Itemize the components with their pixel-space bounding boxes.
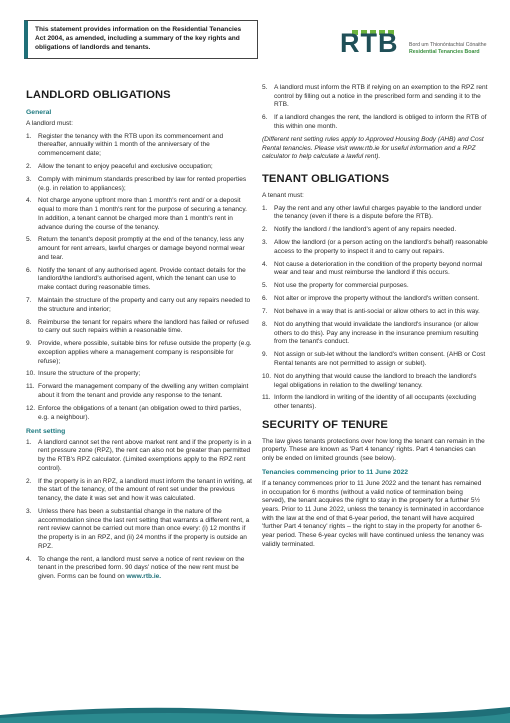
list-item: 4. To change the rent, a landlord must serve a notice of rent review on the tenant in the prescribed form. 90 days' notice of the new rent must be given. Forms can be found on www.rtb.ie.: [26, 555, 245, 580]
list-item: 5. A landlord must inform the RTB if relying on an exemption to the RPZ rent control by filling out a notice in the prescribed form and sending it to the RTB.: [262, 84, 488, 109]
list-item: 10. Insure the structure of the property;: [26, 370, 141, 378]
list-item: 1. Register the tenancy with the RTB upon its commencement and thereafter, annually within 1 month of the anniversary of the commencement date;: [26, 132, 224, 158]
tenant-obligations-list: [262, 205, 488, 412]
list-item: 12. Enforce the obligations of a tenant (an obligation owed to third parties, e.g. a neighbour).: [26, 404, 242, 421]
list-item: 11. Inform the landlord in writing of the identity of all occupants (excluding other tenants).: [262, 394, 476, 411]
landlord-obligations-list: [26, 133, 252, 423]
rent-setting-list: [26, 439, 252, 582]
intro-statement-box: [24, 20, 258, 59]
tenant-obligations-title: TENANT OBLIGATIONS: [262, 173, 390, 185]
landlord-lead: A landlord must:: [26, 119, 73, 127]
list-item: 6. If a landlord changes the rent, the landlord is obliged to inform the RTB of this within one month.: [262, 114, 487, 130]
list-item: 8. Not do anything that would invalidate the landlord's insurance (or allow others to do this). Pay any increase in the insurance premium resulting from the tenant's conduct.: [262, 320, 479, 346]
security-intro: The law gives tenants protections over how long the tenant can remain in the property. These are known as 'Part 4 tenancy' rights. Part 4 tenancies can only be ended on limited grounds (see below).: [262, 437, 485, 463]
list-item: 9. Provide, where possible, suitable bins for refuse outside the property (e.g. exception applies where a management company is responsible for refuse);: [26, 340, 252, 365]
list-item: 2. If the property is in an RPZ, a landlord must inform the tenant in writing, at the start of the tenancy, of the amount of rent set under the previous tenancy, the date it was set and how it was calculated.: [26, 477, 252, 502]
list-item: 4. Not cause a deterioration in the condition of the property beyond normal wear and tear and must reimburse the landlord if this occurs.: [262, 260, 483, 277]
logo-english-name: Residential Tenancies Board: [409, 49, 480, 55]
list-item: 6. Notify the tenant of any authorised agent. Provide contact details for the landlord/the landlord's authorised agent, which the tenant can use to make contact during reasonable times.: [26, 266, 246, 292]
rtb-logo: [340, 22, 490, 66]
list-item: 5. Not use the property for commercial purposes.: [262, 282, 409, 290]
general-heading: General: [26, 108, 52, 116]
intro-text: This statement provides information on the Residential Tenancies Act 2004, as amended, including a summary of the key rights and obligations of landlords and tenants.: [35, 26, 242, 51]
list-item: 7. Maintain the structure of the property and carry out any repairs needed to the structure and interior;: [26, 297, 251, 313]
footer-wave-decoration: [0, 701, 510, 723]
logo-irish-name: Bord um Thionóntachtaí Cónaithe: [409, 42, 487, 48]
security-of-tenure-title: SECURITY OF TENURE: [262, 418, 388, 431]
list-item: 2. Notify the landlord / the landlord's agent of any repairs needed.: [262, 226, 457, 234]
list-item: 9. Not assign or sub-let without the landlord's written consent. (AHB or Cost Rental tenants are not permitted to assign or sublet).: [262, 351, 486, 367]
list-item: 4. Not charge anyone upfront more than 1 month's rent and/ or a deposit equal to more than 1 month's rent for the purpose of securing a tenancy. In addition, a tenant cannot be charged more than 1 month's rent in advance during the course of the tenancy.: [26, 197, 247, 231]
rtb-website-link[interactable]: www.rtb.ie.: [126, 573, 162, 580]
logo-mark: RTB: [340, 28, 399, 58]
left-column: [26, 88, 252, 586]
list-item: 1. A landlord cannot set the rent above market rent and if the property is in a rent pressure zone (RPZ), the rent can also not be greater than permitted by the RTB's RPZ calculator. (Limited exemptions apply to the RPZ rent control).: [26, 438, 252, 472]
list-item: 2. Allow the tenant to enjoy peaceful and exclusive occupation;: [26, 162, 213, 170]
rent-setting-note: (Different rent setting rules apply to Approved Housing Body (AHB) and Cost Rental tenancies. Please visit www.rtb.ie for useful information and a RPZ calculator to help calculate a lawful rent).: [262, 135, 484, 161]
list-item: 1. Pay the rent and any other lawful charges payable to the landlord under the tenancy (even if there is a dispute before the RTB).: [262, 204, 482, 221]
landlord-obligations-title: LANDLORD OBLIGATIONS: [26, 89, 171, 101]
list-item: 6. Not alter or improve the property without the landlord's written consent.: [262, 295, 480, 303]
list-item: 7. Not behave in a way that is anti-social or allow others to act in this way.: [262, 308, 480, 316]
list-item: 8. Reimburse the tenant for repairs where the landlord has failed or refused to carry out such repairs within a reasonable time.: [26, 318, 249, 335]
tenancies-prior-heading: Tenancies commencing prior to 11 June 2022: [262, 468, 409, 476]
list-item: 5. Return the tenant's deposit promptly at the end of the tenancy, less any amount for rent arrears, lawful charges or damage beyond normal wear and tear.: [26, 236, 245, 261]
list-item: 10. Not do anything that would cause the landlord to breach the landlord's legal obligations in relation to the dwelling/ tenancy.: [262, 372, 477, 389]
list-item: 3. Unless there has been a substantial change in the nature of the accommodation since the last rent setting that warrants a different rent, a rent review cannot be carried out more than once every: (i) 12 months if the property is in an RPZ, and (ii) 24 months if the property is outside an RPZ.: [26, 507, 250, 550]
right-column: [262, 84, 488, 553]
list-item: 3. Allow the landlord (or a person acting on the landlord's behalf) reasonable access to the property to inspect it and to carry out repairs.: [262, 239, 488, 255]
rent-setting-heading: Rent setting: [26, 427, 66, 435]
tenant-lead: A tenant must:: [262, 191, 304, 199]
list-item: 3. Comply with minimum standards prescribed by law for rented properties (e.g. in relation to appliances);: [26, 175, 247, 192]
rent-setting-list-continued: [262, 84, 488, 132]
security-body: If a tenancy commences prior to 11 June 2022 and the tenant has remained in occupation for 6 months (without a valid notice of termination being served), the tenant acquires the right to stay in the property for a further 5½ years. Prior to 11 June 2022, unless the tenancy is terminated in accordance with the law at the end of that 6-year period, the tenant will have acquired 'further Part 4 tenancy' rights – the right to stay in the property for another 6-year period. These 6-year cycles will have continued unless the tenancy was validly terminated.: [262, 479, 484, 548]
list-item: 11. Forward the management company of the dwelling any written complaint about it from the tenant and provide any response to the tenant.: [26, 383, 249, 400]
